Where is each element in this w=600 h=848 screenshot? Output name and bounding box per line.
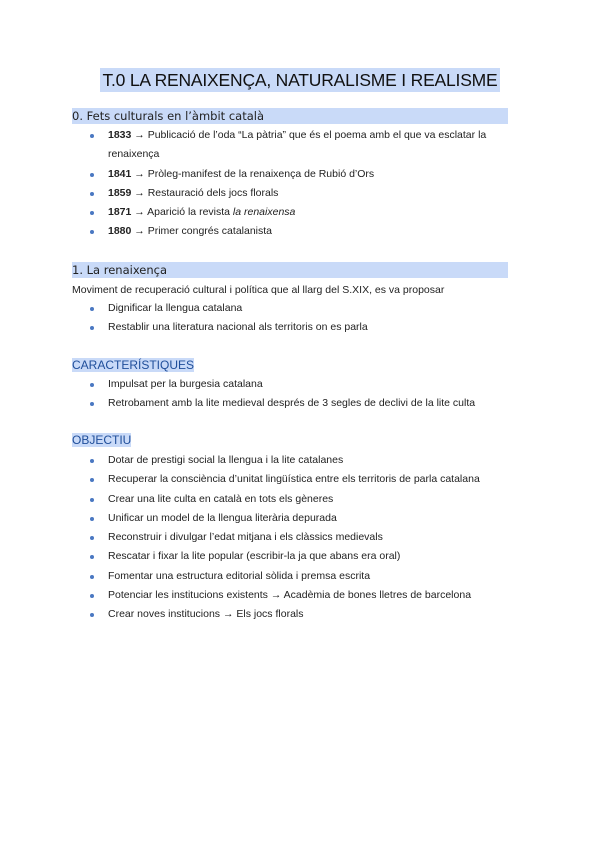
caracteristiques-list xyxy=(72,375,512,414)
list-item xyxy=(72,222,512,241)
list-item xyxy=(72,165,512,184)
list-item xyxy=(72,203,512,222)
item-italic: la renaixensa xyxy=(232,206,296,219)
bullet-icon xyxy=(90,498,94,502)
item-text: Retrobament amb la lite medieval després de 3 segles de declivi de la lite culta xyxy=(108,397,476,410)
list-item xyxy=(72,470,512,489)
bullet-icon xyxy=(90,478,94,482)
bullet-icon xyxy=(90,192,94,196)
list-item xyxy=(72,394,512,413)
item-text: Crear noves institucions → Els jocs florals xyxy=(108,608,304,621)
bullet-icon xyxy=(90,326,94,330)
item-text: Restauració dels jocs florals xyxy=(147,186,279,199)
item-text: Unificar un model de la llengua literària depurada xyxy=(108,511,337,524)
subheading-caracteristiques xyxy=(72,357,194,373)
bullet-icon xyxy=(90,173,94,177)
section1-intro: Moviment de recuperació cultural i política que al llarg del S.XIX, es va proposar xyxy=(72,284,445,296)
list-item xyxy=(72,375,512,394)
bullet-icon xyxy=(90,211,94,215)
item-text: Reconstruir i divulgar l’edat mitjana i els clàssics medievals xyxy=(108,531,383,544)
list-item xyxy=(72,318,512,337)
section-heading-fets-culturals: 0. Fets culturals en l’àmbit català xyxy=(72,108,508,124)
item-text: Dotar de prestigi social la llengua i la lite catalanes xyxy=(108,454,344,466)
bullet-icon xyxy=(90,383,94,387)
item-text: Aparició la revista xyxy=(147,206,233,219)
list-item xyxy=(72,490,512,509)
arrow-glyph: → xyxy=(131,167,148,180)
list-item xyxy=(72,586,512,605)
bullet-icon xyxy=(90,594,94,598)
list-item xyxy=(72,184,512,203)
arrow-glyph: → xyxy=(131,206,148,219)
item-text: Pròleg-manifest de la renaixença de Rubió d’Ors xyxy=(147,167,375,180)
item-text: Crear una lite culta en català en tots els gèneres xyxy=(108,492,334,505)
section0-list xyxy=(72,126,512,242)
item-text: Restablir una literatura nacional als territoris on es parla xyxy=(108,321,368,334)
arrow-glyph: → xyxy=(131,129,148,141)
item-text: Primer congrés catalanista xyxy=(147,225,273,238)
list-item xyxy=(72,126,512,165)
year-label: 1880 xyxy=(108,225,132,238)
document-title: T.0 LA RENAIXENÇA, NATURALISME I REALISME xyxy=(102,70,498,90)
section1-list xyxy=(72,299,512,338)
arrow-glyph: → xyxy=(131,225,148,238)
bullet-icon xyxy=(90,613,94,617)
bullet-icon xyxy=(90,517,94,521)
list-item xyxy=(72,547,512,566)
year-label: 1833 xyxy=(108,129,132,141)
bullet-icon xyxy=(90,536,94,540)
title-wrap xyxy=(0,68,600,92)
bullet-icon xyxy=(90,230,94,234)
item-text: Fomentar una estructura editorial sòlida i premsa escrita xyxy=(108,569,371,582)
item-text: Impulsat per la burgesia catalana xyxy=(108,378,263,390)
subheading-text: OBJECTIU xyxy=(72,433,132,447)
bullet-icon xyxy=(90,459,94,463)
bullet-icon xyxy=(90,402,94,406)
year-label: 1841 xyxy=(108,167,132,180)
item-text: Potenciar les institucions existents → Acadèmia de bones lletres de barcelona xyxy=(108,589,472,602)
list-item xyxy=(72,605,512,624)
subheading-text: CARACTERÍSTIQUES xyxy=(72,358,195,372)
list-item xyxy=(72,567,512,586)
item-text: Recuperar la consciència d’unitat lingüística entre els territoris de parla catalana xyxy=(108,473,480,486)
item-text: Dignificar la llengua catalana xyxy=(108,302,243,314)
bullet-icon xyxy=(90,555,94,559)
list-item xyxy=(72,451,512,470)
subheading-objectiu xyxy=(72,432,131,448)
list-item xyxy=(72,509,512,528)
arrow-glyph: → xyxy=(131,186,148,199)
item-text: Publicació de l’oda “La pàtria” que és el poema amb el que va esclatar la renaixença xyxy=(108,129,487,161)
bullet-icon xyxy=(90,307,94,311)
bullet-icon xyxy=(90,575,94,579)
bullet-icon xyxy=(90,134,94,138)
section-heading-renaixenca: 1. La renaixença xyxy=(72,262,508,278)
objectiu-list xyxy=(72,451,512,625)
year-label: 1871 xyxy=(108,206,132,219)
list-item xyxy=(72,528,512,547)
item-text: Rescatar i fixar la lite popular (escribir-la ja que abans era oral) xyxy=(108,550,401,563)
list-item xyxy=(72,299,512,318)
year-label: 1859 xyxy=(108,186,132,199)
